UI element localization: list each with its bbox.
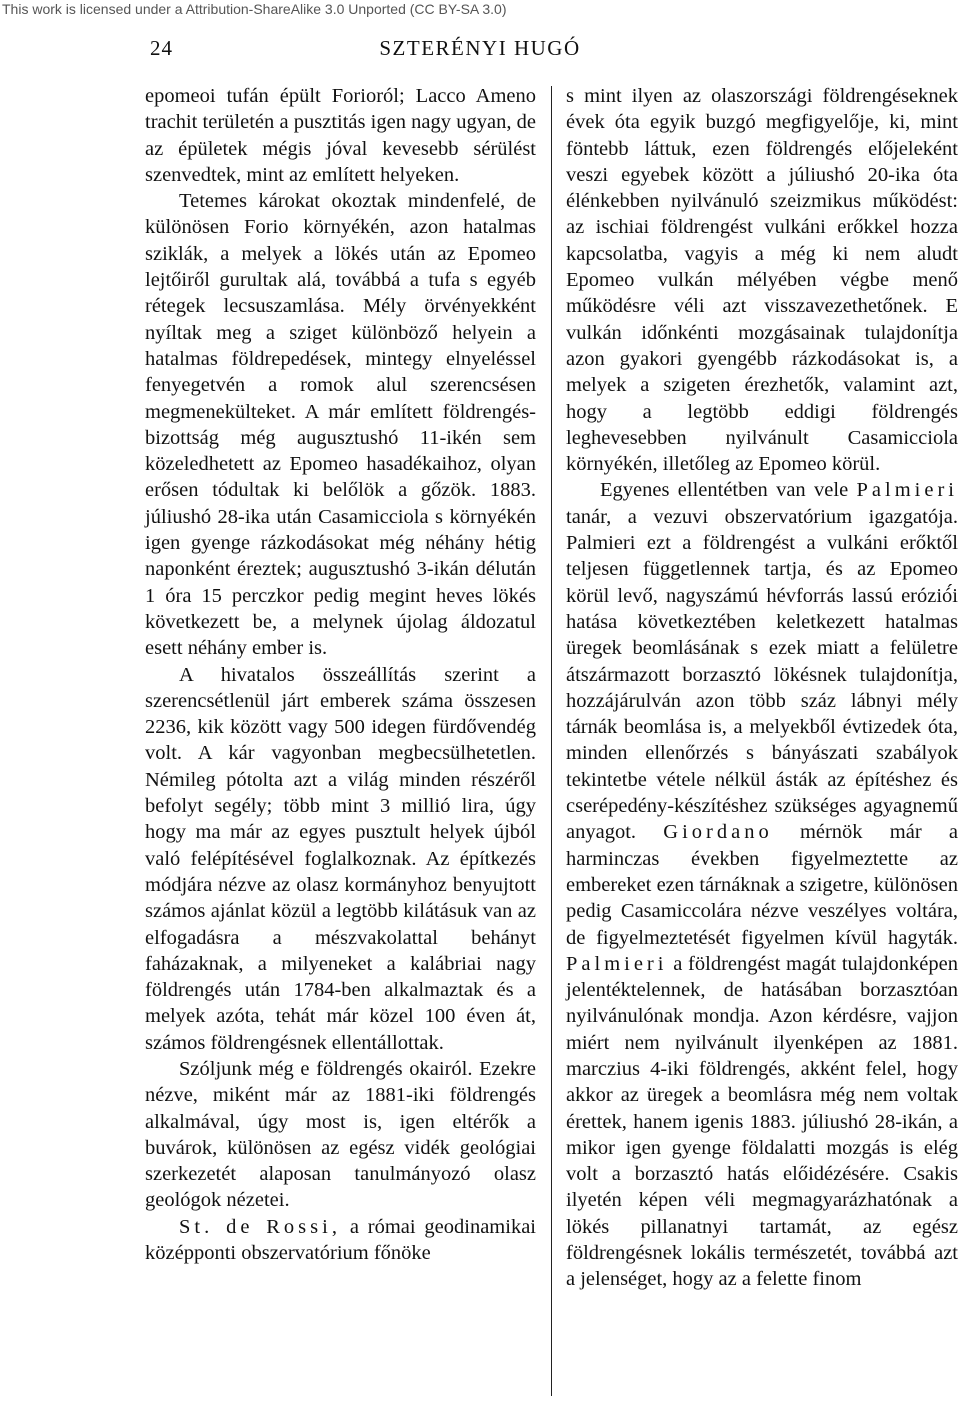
left-paragraph-1: epomeoi tufán épült Forioról; Lacco Ameno trachit területén a pusztitás igen nagy ugyan, de az épületek mégis jóval kevesebb sérülést szenvedtek, mint az említett helyeken.	[145, 85, 536, 186]
left-paragraph-2: Tetemes károkat okoztak mindenfelé, de különösen Forio környékén, azon hatalmas sziklák, a melyek a lökés után az Epomeo lejtőiről gurultak alá, továbbá a tufa s egyéb rétegek lecsuszamlása. Mély örvényekként nyíltak meg a sziget különböző helyein a hatalmas földrepedések, mintegy elnyeléssel fenyegetvén a romok alul szerencsésen megmenekülteket. A már említett földrengés-bizottság még augusztushó 11-ikén sem közeledhetett az Epomeo hasadékaihoz, olyan erősen tódultak ki belőlök a gőzök. 1883. júliushó 28-ika után Casamicciola s környékén igen gyenge rázkodásokat még néhány hétig naponként éreztek; augusztushó 3-ikán délután 1 óra 15 perczkor pedig megint heves lökés következett be, a melynek újolag áldozatul esett néhány ember is.	[145, 190, 536, 660]
column-divider	[551, 86, 552, 1396]
left-paragraph-5	[145, 1214, 536, 1267]
right-paragraph-2-text-b: tanár, a vezuvi obszervatórium igazgatója. Palmieri ezt a földrengést a vulkáni erőktől teljesen függetlennek tartja, és az Epomeo körül levő, nagyszámú hévforrás lassú erózió́i hatása következtében keletkezett hatalmas üregek beomlásának s ezek miatt a felületre átszármazott borzasztó lökésnek tulajdonítja, hozzájárulván azon több száz lábnyi mély tárnák beomlása is, a melyekből évtizedek óta, minden ellenőrzés s bányászati szabályok tekintetbe vétele nélkül ásták az építéshez és cserépedény-készítéshez szükséges agyagnemű anyagot.	[566, 505, 958, 844]
spaced-name-palmieri: Palmieri	[856, 479, 958, 502]
spaced-name-palmieri-2: Palmieri	[566, 952, 668, 975]
left-column	[145, 83, 536, 1403]
page-number: 24	[150, 36, 173, 60]
right-paragraph-2	[566, 477, 958, 1292]
license-notice: This work is licensed under a Attribution-ShareAlike 3.0 Unported (CC BY-SA 3.0)	[2, 1, 507, 17]
spaced-name-de-rossi: St. de Rossi,	[179, 1215, 341, 1238]
right-paragraph-1: s mint ilyen az olaszországi földrengéseknek évek óta egyik buzgó megfigyelője, ki, mint föntebb láttuk, ezen földrengés előjeleként veszi egyebek között a júliushó 20-ika óta élénkebben nyilvánuló szeizmikus működést: az ischiai földrengést vulkáni erőkkel hozza kapcsolatba, vagyis a még ki nem aludt Epomeo vulkán mélyében végbe menő működésre véli azt visszavezethetőnek. E vulkán időnkénti mozgásainak tulajdonítja azon gyakori gyengébb rázkodásokat is, a melyek a szigeten érezhetők, valamint azt, hogy a legtöbb eddigi földrengés leghevesebben nyilvánult Casamicciola környékén, illetőleg az Epomeo körül.	[566, 85, 958, 476]
left-paragraph-4: Szóljunk még e földrengés okairól. Ezekre nézve, miként már az 1881-iki földrengés alkalmával, úgy most is, igen eltérők a buvárok, különösen az egész vidék geológiai szerkezetét alaposan tanulmányozó olasz geológok nézetei.	[145, 1057, 536, 1212]
spaced-name-giordano: Giordano	[663, 821, 773, 844]
left-paragraph-3: A hivatalos összeállítás szerint a szerencsétlenül járt emberek száma összesen 2236, kik között vagy 500 idegen fürdővendég volt. A kár vagyonban megbecsülhetetlen. Némileg pótolta azt a világ minden részéről befolyt segély; több mint 3 millió lira, úgy hogy ma már az egyes pusztult helyek újból való felépítésével foglalkoznak. Az építkezés módjára nézve az olasz kormányhoz benyujtott számos ajánlat közül a legtöbb kilátásuk van az elfogadásra a mészvakolattal behányt faházaknak, a milyeneket a kalábriai nagy földrengés után 1784-ben alkalmaztak és a melyek azóta, tehát már közel 100 éven át, számos földrengésnek ellentállottak.	[145, 663, 536, 1054]
right-paragraph-2-text-a: Egyenes ellentétben van vele	[600, 479, 857, 502]
right-paragraph-2-text-c: mérnök már a harminczas években figyelmeztette az embereket ezen tárnáknak a szigetre, különösen pedig Casamiccolára nézve veszélyes voltára, de figyelmeztetését figyelmen kívül hagyták.	[566, 821, 958, 949]
right-paragraph-2-text-d: a földrengést magát tulajdonképen jelentéktelennek, de hatásában borzasztóan nyilvánulónak mondja. Azon kérdésre, vajjon miért nem nyilvánult ilyenképen az 1881. marczius 4-iki földrengés, akként felel, hogy akkor az üregek a beomlásra még nem voltak érettek, hanem igenis 1883. júliushó 28-ikán, a mikor igen gyenge földalatti mozgás is elég volt a borzasztó hatás előidézésére. Csakis ilyetén képen véli megmagyarázhatónak a lökés pillanatnyi tartamát, az egész földrengésnek lokális természetét, továbbá azt a jelenséget, hogy az a felette finom	[566, 952, 958, 1291]
running-title: SZTERÉNYI HUGÓ	[379, 36, 581, 60]
right-column	[566, 83, 958, 1403]
left-paragraph-5-text: a római geodinamikai középponti obszervatórium főnöke	[145, 1215, 536, 1265]
